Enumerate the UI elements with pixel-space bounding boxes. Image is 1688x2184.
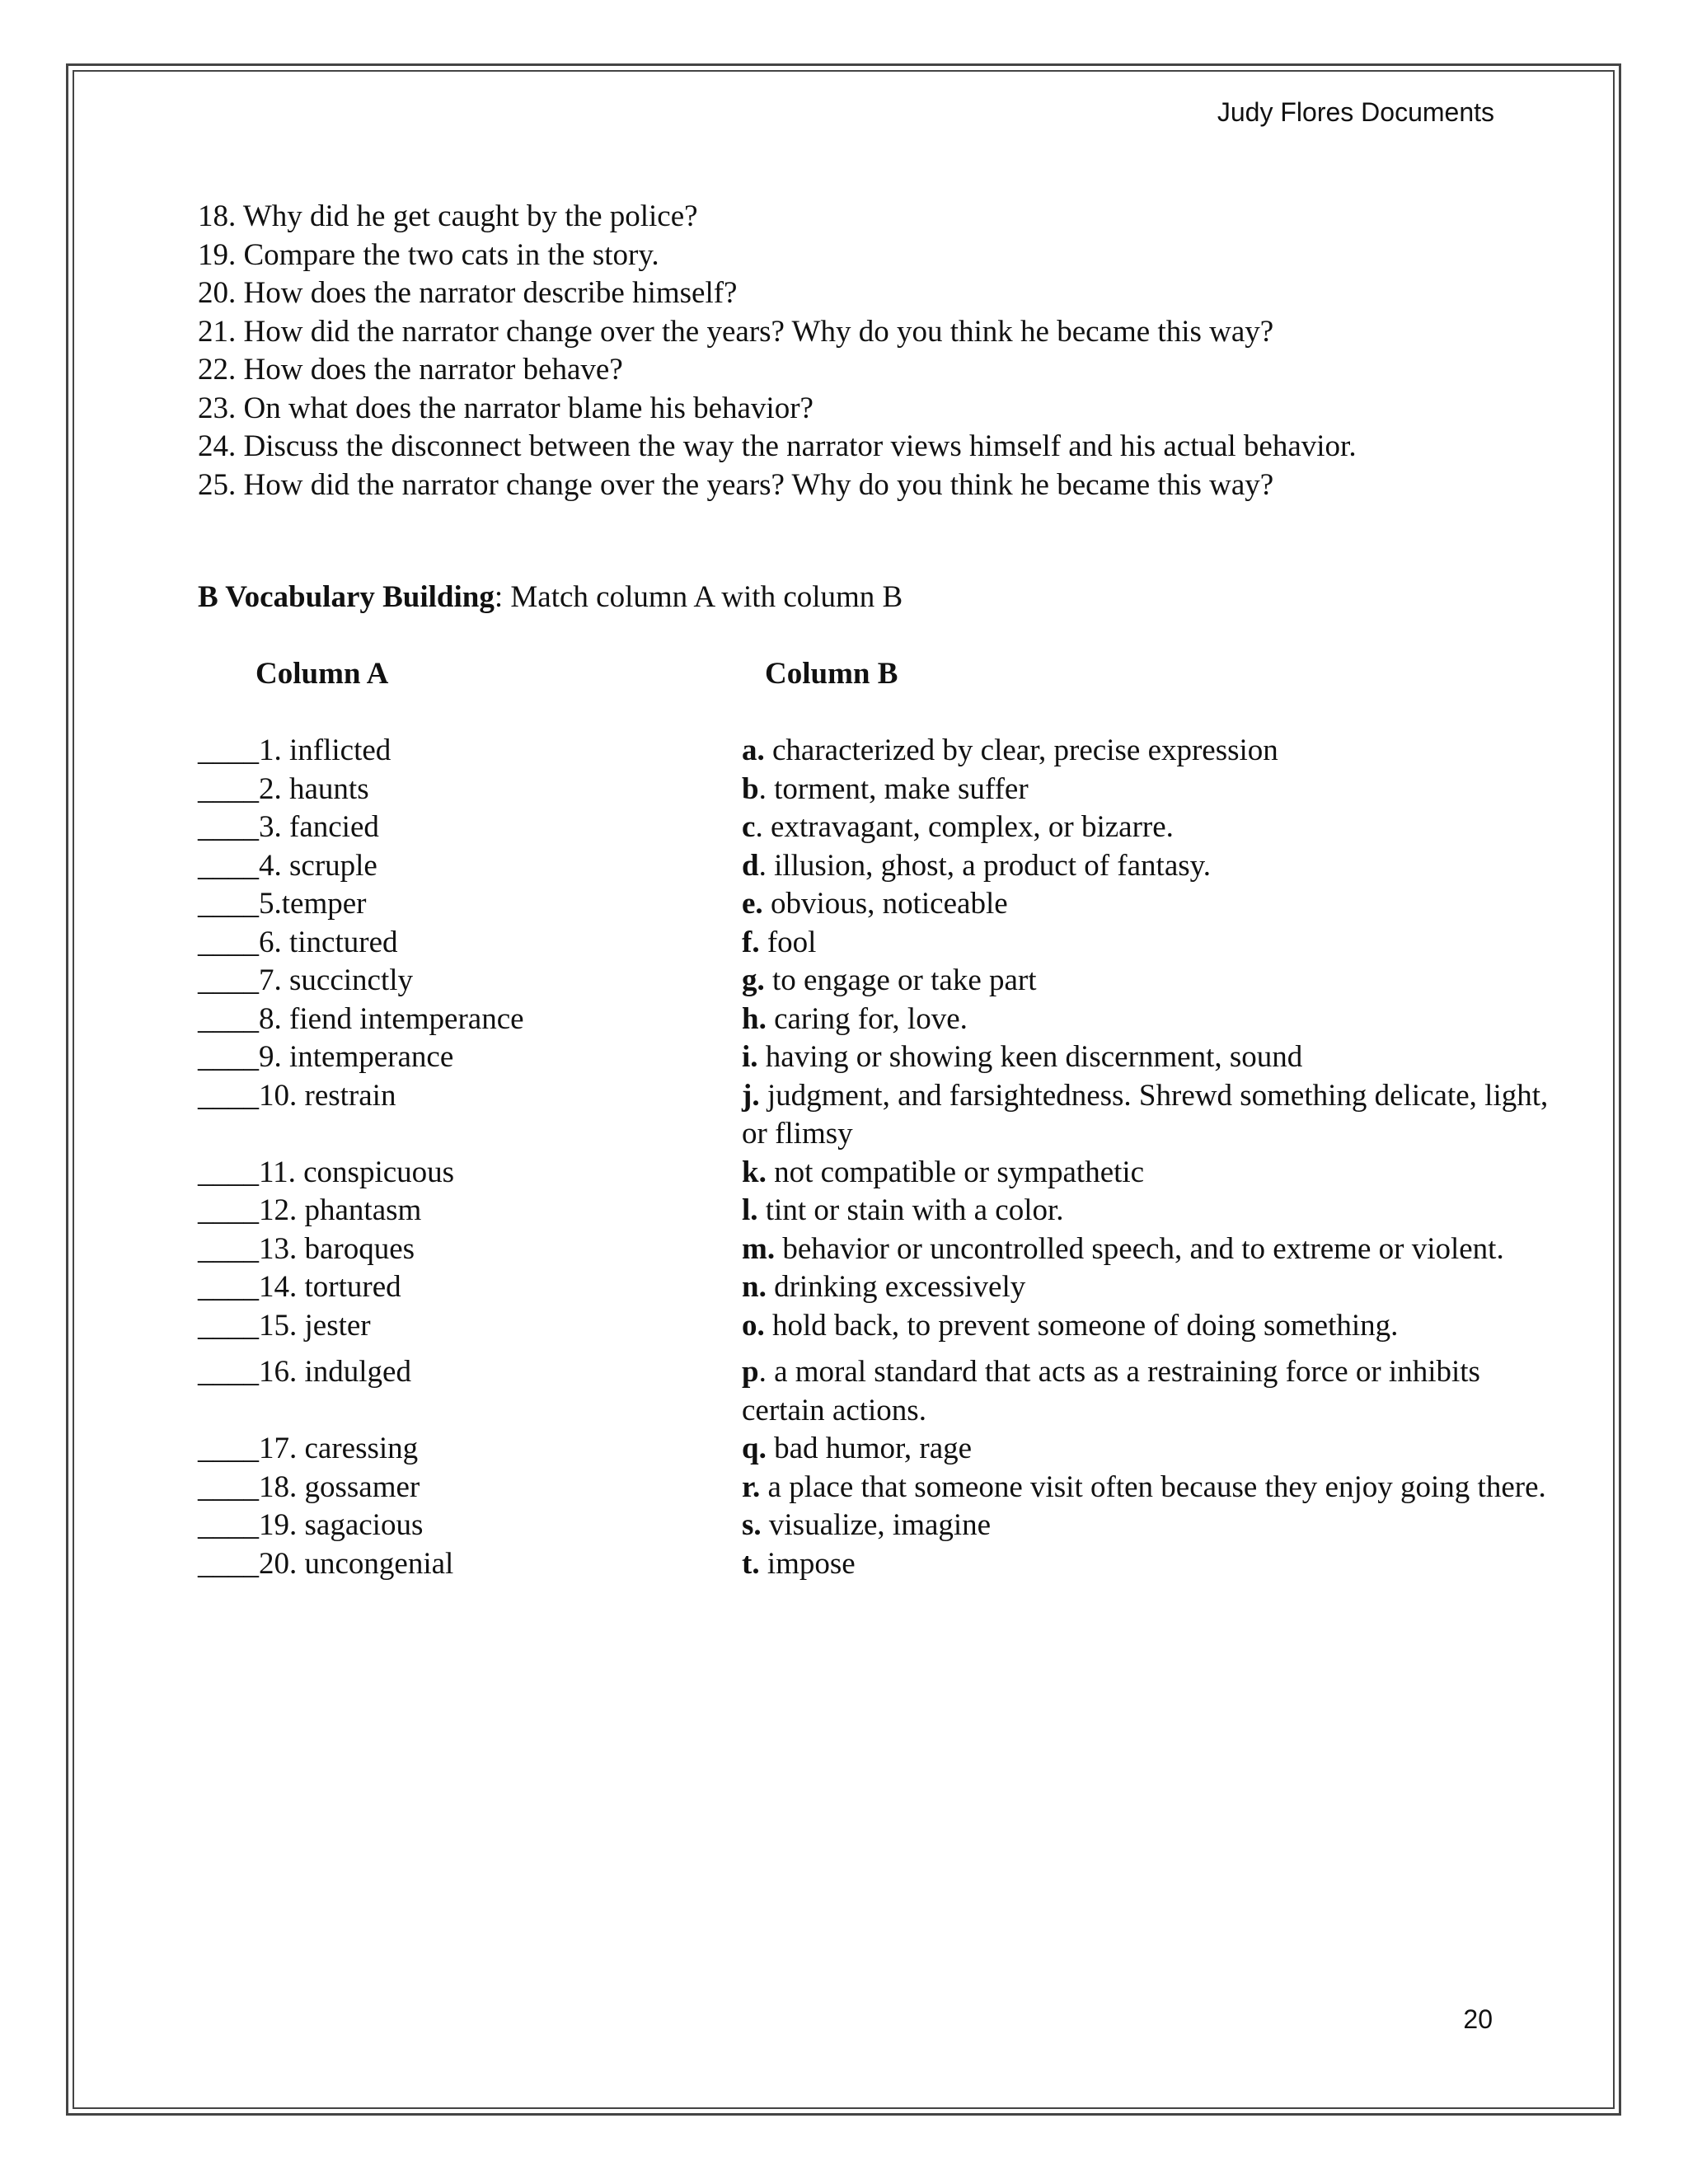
definition-letter: a. bbox=[742, 733, 765, 767]
definition-letter: d bbox=[742, 848, 759, 883]
question-item: 18. Why did he get caught by the police? bbox=[198, 199, 698, 233]
vocab-definition bbox=[742, 1307, 1550, 1346]
column-a-heading: Column A bbox=[256, 657, 389, 691]
vocab-term: ____13. baroques bbox=[198, 1231, 415, 1266]
vocab-term: ____14. tortured bbox=[198, 1270, 401, 1304]
definition-text: judgment, and farsightedness. Shrewd something delicate, light, or flimsy bbox=[742, 1078, 1549, 1151]
definition-letter: l. bbox=[742, 1193, 758, 1227]
vocab-term: ____15. jester bbox=[198, 1308, 371, 1343]
vocab-definition bbox=[742, 1001, 1550, 1039]
vocab-row bbox=[198, 732, 1550, 771]
vocab-row bbox=[198, 1268, 1550, 1307]
vocab-row bbox=[198, 1430, 1550, 1469]
vocab-definition bbox=[742, 1154, 1550, 1193]
definition-text: hold back, to prevent someone of doing something. bbox=[764, 1308, 1399, 1343]
vocab-row bbox=[198, 1230, 1550, 1269]
vocab-row bbox=[198, 1154, 1550, 1193]
definition-letter: g. bbox=[742, 963, 765, 997]
vocab-term: ____4. scruple bbox=[198, 848, 377, 883]
vocab-row bbox=[198, 808, 1550, 847]
vocab-term: ____5.temper bbox=[198, 887, 367, 921]
definition-text: fool bbox=[759, 925, 817, 959]
vocab-term: ____8. fiend intemperance bbox=[198, 1001, 524, 1036]
definition-text: behavior or uncontrolled speech, and to extreme or violent. bbox=[775, 1231, 1504, 1266]
vocab-row bbox=[198, 1192, 1550, 1230]
question-item: 19. Compare the two cats in the story. bbox=[198, 237, 659, 272]
vocab-term: ____1. inflicted bbox=[198, 733, 392, 767]
vocab-row bbox=[198, 1545, 1550, 1584]
column-b-heading: Column B bbox=[765, 657, 898, 691]
definition-letter: k. bbox=[742, 1155, 767, 1189]
question-item: 22. How does the narrator behave? bbox=[198, 353, 623, 387]
definition-text: visualize, imagine bbox=[761, 1508, 992, 1542]
section-title bbox=[198, 579, 903, 616]
vocab-row bbox=[198, 924, 1550, 963]
section-title-rest: : Match column A with column B bbox=[494, 580, 903, 614]
question-item: 20. How does the narrator describe himself? bbox=[198, 276, 738, 310]
vocab-term: ____10. restrain bbox=[198, 1078, 396, 1113]
definition-letter: s. bbox=[742, 1508, 762, 1542]
page-number: 20 bbox=[1463, 2004, 1493, 2034]
vocab-row bbox=[198, 1307, 1550, 1346]
definition-text: having or showing keen discernment, sound bbox=[757, 1040, 1303, 1074]
definition-letter: o. bbox=[742, 1308, 765, 1343]
definition-text: . torment, make suffer bbox=[758, 771, 1029, 806]
vocab-row bbox=[198, 1469, 1550, 1507]
definition-text: bad humor, rage bbox=[766, 1432, 973, 1465]
vocab-definition bbox=[742, 1230, 1550, 1269]
definition-text: a place that someone visit often because they enjoy going there. bbox=[760, 1469, 1546, 1504]
definition-text: obvious, noticeable bbox=[762, 887, 1008, 921]
vocab-row bbox=[198, 962, 1550, 1001]
definition-text: not compatible or sympathetic bbox=[766, 1155, 1145, 1189]
vocab-row bbox=[198, 1507, 1550, 1545]
vocab-term: ____12. phantasm bbox=[198, 1193, 422, 1227]
vocab-row bbox=[198, 1001, 1550, 1039]
vocab-definition bbox=[742, 771, 1550, 809]
vocab-term: ____17. caressing bbox=[198, 1432, 419, 1465]
vocab-definition bbox=[742, 1353, 1550, 1430]
definition-letter: t. bbox=[742, 1546, 760, 1581]
vocab-row bbox=[198, 847, 1550, 886]
vocab-row bbox=[198, 771, 1550, 809]
vocab-definition bbox=[742, 1268, 1550, 1307]
vocab-definition bbox=[742, 1077, 1550, 1154]
definition-text: . a moral standard that acts as a restraining force or inhibits certain actions. bbox=[742, 1355, 1480, 1427]
vocab-definition bbox=[742, 1192, 1550, 1230]
definition-letter: e. bbox=[742, 887, 763, 921]
question-list bbox=[198, 198, 1517, 504]
definition-letter: q. bbox=[742, 1432, 767, 1465]
page-header: Judy Flores Documents bbox=[1217, 97, 1494, 127]
vocab-definition bbox=[742, 1507, 1550, 1545]
vocab-row bbox=[198, 885, 1550, 924]
vocab-definition bbox=[742, 1430, 1550, 1469]
vocab-term: ____11. conspicuous bbox=[198, 1155, 455, 1189]
vocab-term: ____2. haunts bbox=[198, 771, 369, 806]
definition-letter: r. bbox=[742, 1469, 761, 1504]
definition-letter: n. bbox=[742, 1270, 767, 1304]
definition-text: caring for, love. bbox=[766, 1001, 968, 1036]
vocab-definition bbox=[742, 732, 1550, 771]
definition-text: tint or stain with a color. bbox=[757, 1193, 1064, 1227]
vocab-term: ____7. succinctly bbox=[198, 963, 414, 997]
definition-letter: c bbox=[742, 810, 756, 844]
question-item: 25. How did the narrator change over the years? Why do you think he became this way? bbox=[198, 467, 1274, 502]
definition-letter: m. bbox=[742, 1231, 776, 1266]
vocab-definition bbox=[742, 1038, 1550, 1077]
vocab-term: ____9. intemperance bbox=[198, 1040, 454, 1074]
vocab-definition bbox=[742, 847, 1550, 886]
vocab-row bbox=[198, 1038, 1550, 1077]
definition-text: . extravagant, complex, or bizarre. bbox=[755, 810, 1174, 844]
vocabulary-table bbox=[198, 732, 1550, 1583]
definition-text: to engage or take part bbox=[764, 963, 1037, 997]
vocab-definition bbox=[742, 1545, 1550, 1584]
question-item: 23. On what does the narrator blame his behavior? bbox=[198, 391, 814, 425]
vocab-term: ____6. tinctured bbox=[198, 925, 398, 959]
vocab-term: ____20. uncongenial bbox=[198, 1546, 454, 1581]
definition-letter: b bbox=[742, 771, 759, 806]
vocab-definition bbox=[742, 885, 1550, 924]
vocab-row bbox=[198, 1353, 1550, 1430]
vocab-term: ____18. gossamer bbox=[198, 1469, 420, 1504]
vocab-definition bbox=[742, 1469, 1550, 1507]
definition-text: characterized by clear, precise expression bbox=[764, 733, 1278, 767]
question-item: 24. Discuss the disconnect between the way the narrator views himself and his actual behavior. bbox=[198, 429, 1357, 463]
definition-text: impose bbox=[759, 1546, 856, 1581]
question-item: 21. How did the narrator change over the years? Why do you think he became this way? bbox=[198, 314, 1274, 349]
vocab-term: ____3. fancied bbox=[198, 810, 379, 844]
definition-letter: j. bbox=[742, 1078, 760, 1113]
definition-letter: f. bbox=[742, 925, 760, 959]
section-title-bold: B Vocabulary Building bbox=[198, 580, 495, 614]
definition-text: drinking excessively bbox=[766, 1270, 1026, 1304]
vocab-definition bbox=[742, 924, 1550, 963]
vocab-definition bbox=[742, 962, 1550, 1001]
definition-letter: i. bbox=[742, 1040, 758, 1074]
definition-letter: h. bbox=[742, 1001, 767, 1036]
definition-letter: p bbox=[742, 1355, 759, 1389]
vocab-term: ____16. indulged bbox=[198, 1355, 411, 1389]
vocab-row bbox=[198, 1077, 1550, 1154]
vocab-term: ____19. sagacious bbox=[198, 1508, 424, 1542]
vocab-definition bbox=[742, 808, 1550, 847]
definition-text: . illusion, ghost, a product of fantasy. bbox=[758, 848, 1211, 883]
